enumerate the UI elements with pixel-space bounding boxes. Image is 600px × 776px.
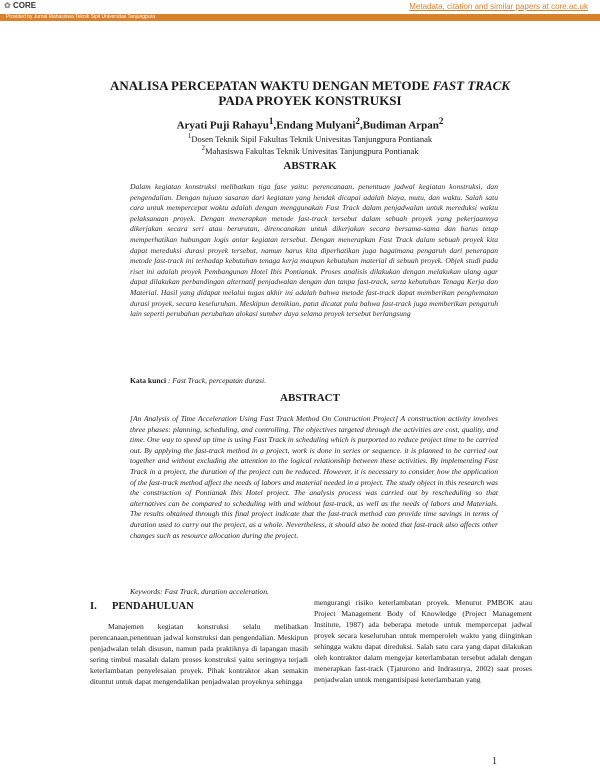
affiliation-sup: 2	[201, 144, 205, 152]
page-number: 1	[492, 756, 497, 767]
affiliation-text: Dosen Teknik Sipil Fakultas Teknik Univesitas Tanjungpura Pontianak	[191, 133, 433, 144]
title-line1: ANALISA PERCEPATAN WAKTU DENGAN METODE	[110, 78, 430, 93]
kata-kunci-label: Kata kunci	[130, 376, 167, 385]
affiliation-text: Mahasiswa Fakultas Teknik Univesitas Tanjungpura Pontianak	[204, 145, 419, 156]
section-title: PENDAHULUAN	[112, 601, 194, 612]
author-name: Budiman Arpan	[362, 119, 439, 132]
author-sup: 2	[355, 116, 360, 126]
author-sup: 2	[438, 116, 444, 126]
keywords: Keywords: Fast Track, duration acceleration.	[130, 587, 269, 596]
affiliation-1	[100, 132, 520, 144]
title-line2: PADA PROYEK KONSTRUKSI	[218, 93, 402, 108]
section-heading	[90, 601, 194, 612]
kata-kunci	[130, 376, 498, 385]
abstract-heading: ABSTRACT	[280, 392, 340, 404]
author-sup: 1	[268, 116, 274, 126]
abstract-body: [An Analysis of Time Acceleration Using Fast Track Method On Contruction Project] A construction activity involves three phases: planning, scheduling, and controlling. The objectives targeted through the activities are cost, quality, and time. One way to speed up time is using Fast Track in scheduling which is purported to reduce project time to be carried out. By applying the fast-track method in a project, work is done in series or sequence. it is planned to be carried out together and without excluding the attention to the logical relationship between these activities. By implementing Fast Track in a project, the duration of the project can be reduced. However, it is necessary to consider how the application of the fast-track method affect the needs of labors and material needed in a project. The study object in this research was the construction of Pontianak Ibis Hotel project. The analysis process was carried out by rescheduling so that alternatives can be compared to scheduling with and without fast-track, as well as the needs of labors and Materials. The results obtained through this final project indicate that the fast-track method can provide time savings in terms of duration used to carry out the project, as a whole. Nevertheless, it should also be noted that fast-track also affects other changes such as resource allocation during the project.	[130, 414, 498, 540]
core-logo[interactable]: ✿ CORE	[4, 1, 37, 10]
provider-bar	[0, 14, 600, 21]
kata-kunci-text: : Fast Track, percepatan durasi.	[167, 376, 266, 385]
author-list: Aryati Puji Rahayu$^1$,Endang Mulyani$^2$,Budiman Arpan$^2$	[176, 116, 444, 132]
metadata-link[interactable]: Metadata, citation and similar papers at core.ac.uk	[409, 2, 588, 11]
abstrak-heading: ABSTRAK	[283, 160, 337, 172]
affiliation-2	[100, 144, 520, 156]
section-number: I.	[90, 601, 97, 612]
left-column-text: Manajemen kegiatan konstruksi selalu melibatkan perencanaan,penentuan jadwal konstruksi dan pengendalian. Meskipun penjadwalan telah disusun, namun pada praktiknya di lapangan masih sering timbul masalah dalam proses konstruksi yaitu seringnya terjadi keterlambatan penyelesaian proyek. Pihak kontraktor akan semakin dituntut untuk dapat mengendalikan penjadwalan proyeknya sehingga	[90, 622, 308, 686]
abstrak-body: Dalam kegiatan konstruksi melibatkan tiga fase yaitu: perencanaan, penentuan jadwal kegiatan konstruksi, dan pengendalian. Dengan tujuan sasaran dari kegiatan yang hendak dicapai adalah biaya, mutu, dan waktu. Salah satu cara untuk mempercepat waktu adalah dengan menggunakan Fast Track dalam penjadwalan untuk mereduksi waktu pelaksanaan proyek. Dengan menerapkan metode fast-track tersebut dalam sebuah proyek yang pekerjaannya dikerjakan secara seri atau berurutan, direncanakan untuk dikerjakan secara bersama-sama dan harus tetap memperhatikan hubungan logis antar kegiatan tersebut. Dengan menerapkan Fast Track dalam sebuah proyek kita dapat mereduksi durasi proyek tersebut, namun harus kita diperhatikan juga bagaimana pengaruh dari penerapan metode fast-track ini terhadap kebutuhan tenaga kerja maupun kebutuhan material di sebuah proyek. Objek studi pada riset ini adalah proyek Pembangunan Hotel Ibis Pontianak. Proses analisis dilakukan dengan melakukan ulang agar dapat dilakukan perbandingan alternatif penjadwalan dengan dan tanpa fast-track, serta kebutuhan Tenaga Kerja dan Material. Hasil yang didapat melalui tugas akhir ini adalah bahwa metode fast-track dapat memberikan penghematan durasi proyek, secara keseluruhan. Meskipun demikian, patut dicatat pula bahwa fast-track juga memberikan pengaruh lain seperti perubahan perubahan alokasi sumber daya selama proyek tersebut berlangsung	[130, 182, 498, 319]
core-header-bar	[0, 0, 600, 14]
provider-text[interactable]: Provided by Jurnal Mahasiswa Teknik Sipil Universitas Tanjungpura	[6, 14, 156, 20]
right-column-text: mengurangi risiko keterlambatan proyek. Menurut PMBOK atau Project Management Body of Knowledge (Project Management Institute, 1987) ada beberapa metode untuk mempercepat jadwal proyek secara keseluruhan untuk memperoleh waktu yang diinginkan sehingga waktu dapat direduksi. Salah satu cara yang dapat dilakukan oleh kontraktor dalam mengejar keterlambatan tersebut adalah dengan menerapkan fast-track (Tjaturono and Indrasurya, 2002) saat proses penjadwalan untuk mengantisipasi keterlambatan yang	[314, 598, 532, 684]
author-name: Aryati Puji Rahayu	[176, 119, 269, 132]
title-line1-italic: FAST TRACK	[432, 78, 510, 93]
paper-title	[100, 78, 520, 108]
author-name: Endang Mulyani	[276, 119, 356, 132]
affiliation-sup: 1	[187, 132, 192, 140]
